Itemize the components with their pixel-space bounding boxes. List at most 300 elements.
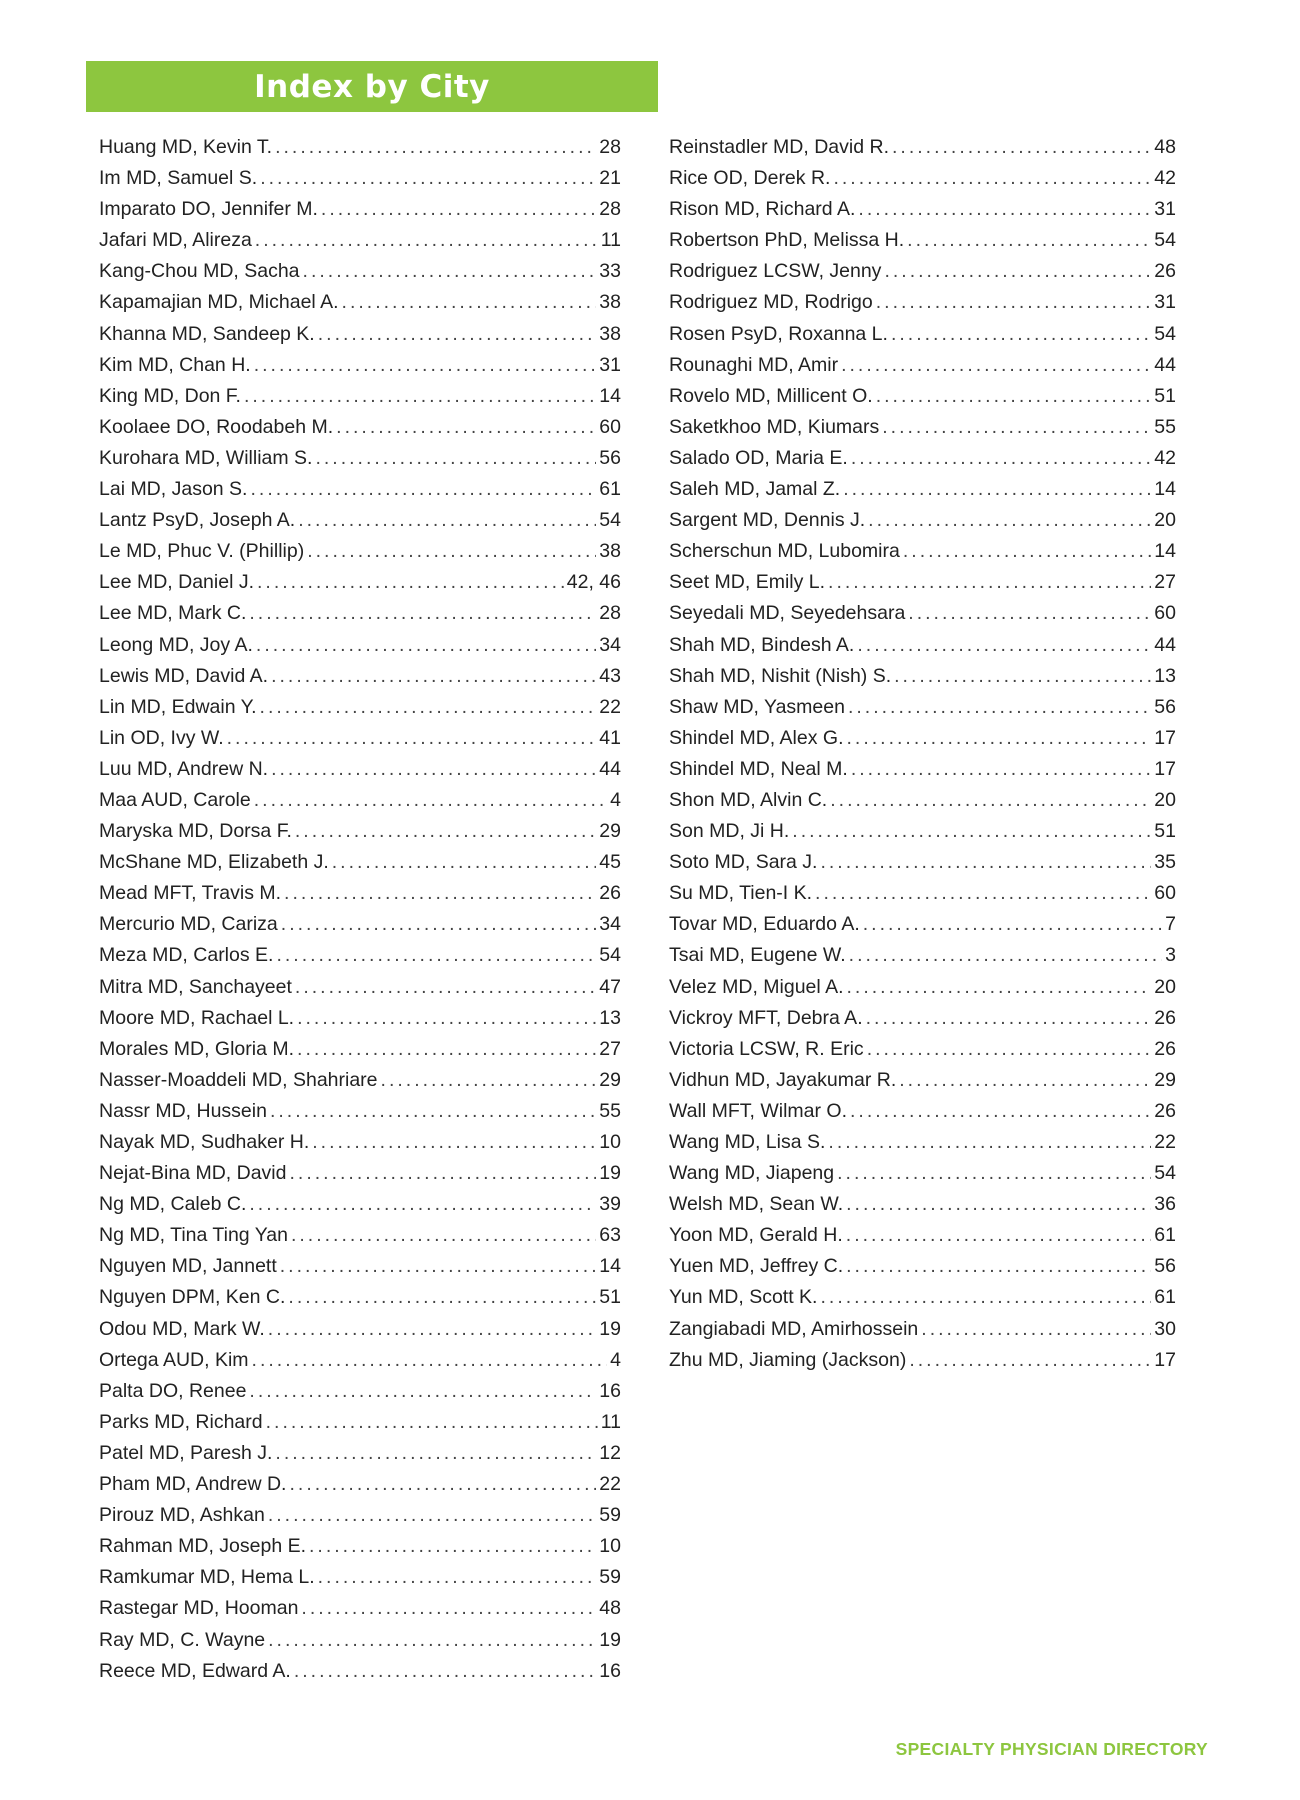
index-entry — [669, 1034, 1176, 1065]
index-entry — [669, 630, 1176, 661]
physician-name: Pirouz MD, Ashkan — [99, 1504, 265, 1527]
index-entry — [99, 1376, 621, 1407]
physician-name: Nassr MD, Hussein — [99, 1099, 267, 1122]
physician-name: Ray MD, C. Wayne — [99, 1628, 266, 1651]
dot-leader — [255, 225, 598, 256]
dot-leader — [908, 598, 1151, 629]
dot-leader — [301, 1593, 596, 1624]
index-entry — [99, 816, 621, 847]
index-entry — [669, 443, 1176, 474]
index-entry — [669, 256, 1176, 287]
dot-leader — [249, 598, 596, 629]
index-entry — [669, 132, 1176, 163]
physician-name: Reece MD, Edward A. — [99, 1659, 291, 1682]
page-number: 26 — [1154, 1006, 1176, 1029]
physician-name: Kang-Chou MD, Sacha — [99, 260, 300, 283]
physician-name: Huang MD, Kevin T. — [99, 136, 273, 158]
page-number: 28 — [599, 198, 621, 221]
page-number: 22 — [599, 695, 621, 718]
physician-name: Koolaee DO, Roodabeh M. — [99, 415, 334, 438]
physician-name: Palta DO, Renee — [99, 1379, 247, 1402]
physician-name: Shah MD, Nishit (Nish) S. — [669, 664, 892, 687]
page-number: 21 — [599, 167, 621, 190]
physician-name: Mitra MD, Sanchayeet — [99, 975, 292, 998]
physician-name: Saleh MD, Jamal Z. — [669, 478, 841, 501]
index-column-right — [669, 132, 1176, 1376]
physician-name: Rosen PsyD, Roxanna L. — [669, 322, 888, 345]
index-entry — [669, 723, 1176, 754]
dot-leader — [837, 1158, 1151, 1189]
dot-leader — [866, 1003, 1152, 1034]
physician-name: Sargent MD, Dennis J. — [669, 509, 866, 532]
dot-leader — [294, 1656, 596, 1687]
dot-leader — [289, 1158, 596, 1189]
index-entry — [99, 163, 621, 194]
index-entry — [99, 1158, 621, 1189]
page-number: 7 — [1165, 913, 1176, 936]
page-number: 19 — [599, 1628, 621, 1651]
physician-name: Rice OD, Derek R. — [669, 167, 831, 190]
page-number: 48 — [599, 1597, 621, 1620]
page-number: 34 — [599, 633, 621, 656]
index-entry — [669, 1220, 1176, 1251]
dot-leader — [297, 1003, 596, 1034]
index-entry — [99, 909, 621, 940]
dot-leader — [312, 1127, 596, 1158]
index-entry — [99, 1345, 621, 1376]
index-entry — [669, 225, 1176, 256]
index-entry — [669, 287, 1176, 318]
index-column-left — [99, 132, 621, 1687]
dot-leader — [894, 661, 1151, 692]
dot-leader — [846, 1189, 1151, 1220]
page-number: 11 — [600, 229, 621, 252]
dot-leader — [275, 1438, 596, 1469]
page-number: 14 — [599, 384, 621, 407]
physician-name: Meza MD, Carlos E. — [99, 944, 274, 967]
index-entry — [669, 847, 1176, 878]
page-number: 54 — [599, 944, 621, 967]
index-entry — [99, 225, 621, 256]
dot-leader — [260, 692, 597, 723]
page-number: 55 — [1154, 415, 1176, 438]
dot-leader — [268, 1314, 597, 1345]
dot-leader — [820, 847, 1151, 878]
index-entry — [669, 972, 1176, 1003]
page-number: 14 — [1154, 540, 1176, 563]
physician-name: Kapamajian MD, Michael A. — [99, 291, 339, 314]
physician-name: Kurohara MD, William S. — [99, 446, 313, 469]
dot-leader — [857, 630, 1151, 661]
dot-leader — [882, 412, 1151, 443]
index-entry — [669, 381, 1176, 412]
page-number: 28 — [599, 136, 621, 158]
dot-leader — [276, 940, 596, 971]
page-number: 55 — [599, 1099, 621, 1122]
dot-leader — [876, 287, 1152, 318]
dot-leader — [250, 474, 596, 505]
dot-leader — [892, 132, 1151, 163]
page-number: 29 — [599, 1068, 621, 1091]
physician-name: Nguyen MD, Jannett — [99, 1255, 277, 1278]
index-entry — [669, 878, 1176, 909]
dot-leader — [256, 630, 596, 661]
index-entry — [669, 1065, 1176, 1096]
index-entry — [99, 567, 621, 598]
physician-name: Rodriguez MD, Rodrigo — [669, 291, 873, 314]
dot-leader — [815, 878, 1151, 909]
page-number: 51 — [1154, 384, 1176, 407]
physician-name: Leong MD, Joy A. — [99, 633, 253, 656]
dot-leader — [307, 536, 596, 567]
dot-leader — [381, 1065, 597, 1096]
page-number: 14 — [1154, 478, 1176, 501]
dot-leader — [846, 1220, 1152, 1251]
page-number: 38 — [599, 322, 621, 345]
index-entry — [99, 319, 621, 350]
dot-leader — [249, 1189, 596, 1220]
dot-leader — [254, 785, 607, 816]
physician-name: Khanna MD, Sandeep K. — [99, 322, 315, 345]
page-number: 19 — [599, 1162, 621, 1185]
physician-name: Le MD, Phuc V. (Phillip) — [99, 540, 305, 563]
page-number: 31 — [1154, 198, 1176, 221]
index-entry — [99, 1034, 621, 1065]
dot-leader — [921, 1314, 1151, 1345]
index-entry — [669, 816, 1176, 847]
physician-name: Reinstadler MD, David R. — [669, 136, 889, 158]
index-entry — [669, 319, 1176, 350]
dot-leader — [252, 1345, 608, 1376]
index-entry — [99, 1593, 621, 1624]
index-entry — [669, 1003, 1176, 1034]
dot-leader — [297, 1034, 596, 1065]
page-number: 48 — [1154, 136, 1176, 158]
physician-name: Wall MFT, Wilmar O. — [669, 1099, 848, 1122]
dot-leader — [830, 785, 1151, 816]
dot-leader — [280, 1251, 597, 1282]
dot-leader — [288, 1282, 596, 1313]
index-entry — [99, 1469, 621, 1500]
index-entry — [99, 1065, 621, 1096]
dot-leader — [266, 1407, 598, 1438]
dot-leader — [289, 1469, 596, 1500]
page-number: 20 — [1154, 788, 1176, 811]
physician-name: Vidhun MD, Jayakumar R. — [669, 1068, 897, 1091]
index-entry — [99, 1282, 621, 1313]
physician-name: Lewis MD, David A. — [99, 664, 269, 687]
page-number: 26 — [599, 882, 621, 905]
page-number: 22 — [599, 1473, 621, 1496]
page-number: 29 — [599, 820, 621, 843]
physician-name: Lee MD, Mark C. — [99, 602, 247, 625]
physician-name: Nayak MD, Sudhaker H. — [99, 1131, 310, 1153]
dot-leader — [820, 1282, 1151, 1313]
dot-leader — [833, 163, 1151, 194]
physician-name: Maa AUD, Carole — [99, 788, 251, 811]
index-entry — [669, 1127, 1176, 1158]
index-entry — [99, 785, 621, 816]
page-number: 61 — [599, 478, 621, 501]
physician-name: Kim MD, Chan H. — [99, 353, 251, 376]
dot-leader — [828, 1127, 1151, 1158]
index-entry — [99, 381, 621, 412]
physician-name: Rounaghi MD, Amir — [669, 353, 839, 376]
page-number: 51 — [1154, 820, 1176, 843]
page-number: 44 — [1154, 353, 1176, 376]
physician-name: Maryska MD, Dorsa F. — [99, 820, 292, 843]
physician-name: Odou MD, Mark W. — [99, 1317, 265, 1340]
page-number: 33 — [599, 260, 621, 283]
page-number: 14 — [599, 1255, 621, 1278]
page-number: 59 — [599, 1504, 621, 1527]
index-entry — [669, 909, 1176, 940]
index-entry — [669, 785, 1176, 816]
page-number: 60 — [1154, 602, 1176, 625]
dot-leader — [851, 443, 1151, 474]
page-number: 59 — [599, 1566, 621, 1589]
dot-leader — [281, 909, 597, 940]
page-number: 26 — [1154, 1037, 1176, 1060]
page-number: 61 — [1154, 1224, 1176, 1247]
index-entry — [669, 474, 1176, 505]
page-number: 38 — [599, 291, 621, 314]
dot-leader — [295, 972, 596, 1003]
index-entry — [669, 754, 1176, 785]
physician-name: Wang MD, Jiapeng — [669, 1162, 835, 1185]
dot-leader — [884, 256, 1151, 287]
page-number: 54 — [599, 509, 621, 532]
dot-leader — [254, 350, 597, 381]
index-entry — [669, 163, 1176, 194]
dot-leader — [309, 1531, 596, 1562]
physician-name: McShane MD, Elizabeth J. — [99, 851, 329, 874]
physician-name: Son MD, Ji H. — [669, 820, 790, 843]
page-number: 45 — [599, 851, 621, 874]
page-number: 35 — [1154, 851, 1176, 874]
physician-name: Robertson PhD, Melissa H. — [669, 229, 905, 252]
physician-name: Im MD, Samuel S. — [99, 167, 258, 190]
page-number: 4 — [610, 788, 621, 811]
page-number: 47 — [599, 975, 621, 998]
page-number: 60 — [1154, 882, 1176, 905]
physician-name: Yun MD, Scott K. — [669, 1286, 818, 1309]
dot-leader — [332, 847, 597, 878]
physician-name: Su MD, Tien-I K. — [669, 882, 813, 905]
page-number: 16 — [599, 1659, 621, 1682]
page-number: 36 — [1154, 1193, 1176, 1216]
physician-name: Scherschun MD, Lubomira — [669, 540, 900, 563]
index-entry — [669, 505, 1176, 536]
index-entry — [669, 194, 1176, 225]
physician-name: Nejat-Bina MD, David — [99, 1162, 287, 1185]
physician-name: Lin OD, Ivy W. — [99, 726, 224, 749]
dot-leader — [792, 816, 1151, 847]
dot-leader — [227, 723, 597, 754]
index-entry — [99, 1531, 621, 1562]
page-number: 63 — [599, 1224, 621, 1247]
physician-name: Seyedali MD, Seyedehsara — [669, 602, 906, 625]
index-entry — [669, 598, 1176, 629]
dot-leader — [876, 381, 1152, 412]
physician-name: Velez MD, Miguel A. — [669, 975, 844, 998]
dot-leader — [828, 567, 1151, 598]
physician-name: Shah MD, Bindesh A. — [669, 633, 855, 656]
page-number: 56 — [1154, 695, 1176, 718]
dot-leader — [848, 692, 1151, 723]
page-number: 26 — [1154, 1099, 1176, 1122]
page-number: 54 — [1154, 229, 1176, 252]
page-number: 29 — [1154, 1068, 1176, 1091]
index-entry — [99, 847, 621, 878]
physician-name: Shon MD, Alvin C. — [669, 788, 828, 811]
page-number: 42 — [1154, 446, 1176, 469]
dot-leader — [298, 505, 596, 536]
index-entry — [669, 1158, 1176, 1189]
physician-name: Morales MD, Gloria M. — [99, 1037, 295, 1060]
page-number: 26 — [1154, 260, 1176, 283]
page-number: 56 — [1154, 1255, 1176, 1278]
physician-name: Rison MD, Richard A. — [669, 198, 856, 221]
physician-name: Victoria LCSW, R. Eric — [669, 1037, 864, 1060]
page-number: 44 — [599, 757, 621, 780]
page-number: 44 — [1154, 633, 1176, 656]
directory-footer: SPECIALTY PHYSICIAN DIRECTORY — [895, 1739, 1208, 1759]
index-entry — [669, 350, 1176, 381]
index-entry — [99, 1189, 621, 1220]
page-number: 42 — [1154, 167, 1176, 190]
dot-leader — [843, 474, 1151, 505]
index-entry — [99, 692, 621, 723]
physician-name: Rahman MD, Joseph E. — [99, 1535, 307, 1558]
dot-leader — [275, 132, 596, 163]
page-number: 17 — [1154, 726, 1176, 749]
index-entry — [99, 940, 621, 971]
dot-leader — [850, 1096, 1151, 1127]
dot-leader — [268, 1625, 596, 1656]
dot-leader — [899, 1065, 1151, 1096]
physician-name: Tsai MD, Eugene W. — [669, 944, 846, 967]
page-number: 10 — [599, 1535, 621, 1558]
dot-leader — [244, 381, 596, 412]
index-entry — [99, 972, 621, 1003]
physician-name: Shindel MD, Neal M. — [669, 757, 848, 780]
index-entry — [99, 723, 621, 754]
dot-leader — [268, 1500, 596, 1531]
physician-name: Parks MD, Richard — [99, 1410, 263, 1433]
physician-name: Rastegar MD, Hooman — [99, 1597, 299, 1620]
dot-leader — [260, 163, 596, 194]
dot-leader — [907, 225, 1151, 256]
page-number: 34 — [599, 913, 621, 936]
page-number: 28 — [599, 602, 621, 625]
index-entry — [99, 661, 621, 692]
page-number: 13 — [1154, 664, 1176, 687]
page-number: 42, 46 — [566, 571, 621, 594]
index-entry — [669, 940, 1176, 971]
dot-leader — [257, 567, 564, 598]
index-entry — [669, 412, 1176, 443]
physician-name: Patel MD, Paresh J. — [99, 1441, 273, 1464]
page-number: 17 — [1154, 1348, 1176, 1371]
physician-name: Ramkumar MD, Hema L. — [99, 1566, 315, 1589]
index-entry — [669, 1251, 1176, 1282]
index-entry — [99, 1003, 621, 1034]
page-number: 20 — [1154, 509, 1176, 532]
physician-name: Nasser-Moaddeli MD, Shahriare — [99, 1068, 378, 1091]
index-entry — [99, 536, 621, 567]
dot-leader — [303, 256, 597, 287]
physician-name: Luu MD, Andrew N. — [99, 757, 269, 780]
dot-leader — [270, 1096, 596, 1127]
physician-name: Rodriguez LCSW, Jenny — [669, 260, 882, 283]
dot-leader — [318, 1562, 597, 1593]
physician-name: Ortega AUD, Kim — [99, 1348, 249, 1371]
page-number: 31 — [599, 353, 621, 376]
page-number: 27 — [599, 1037, 621, 1060]
dot-leader — [249, 1376, 596, 1407]
index-entry — [99, 443, 621, 474]
physician-name: Moore MD, Rachael L. — [99, 1006, 295, 1029]
physician-name: Jafari MD, Alireza — [99, 229, 252, 252]
page-number: 20 — [1154, 975, 1176, 998]
index-entry — [99, 474, 621, 505]
page-number: 39 — [599, 1193, 621, 1216]
page-number: 60 — [599, 415, 621, 438]
physician-name: Wang MD, Lisa S. — [669, 1131, 826, 1153]
index-entry — [669, 692, 1176, 723]
index-entry — [99, 194, 621, 225]
physician-name: Nguyen DPM, Ken C. — [99, 1286, 286, 1309]
page-number: 30 — [1154, 1317, 1176, 1340]
dot-leader — [315, 443, 596, 474]
page-number: 54 — [1154, 1162, 1176, 1185]
index-entry — [99, 1314, 621, 1345]
dot-leader — [271, 754, 596, 785]
physician-name: Lin MD, Edwain Y. — [99, 695, 257, 718]
page-number: 43 — [599, 664, 621, 687]
dot-leader — [846, 1251, 1151, 1282]
index-entry — [669, 1345, 1176, 1376]
index-entry — [99, 350, 621, 381]
physician-name: King MD, Don F. — [99, 384, 241, 407]
index-entry — [99, 1625, 621, 1656]
physician-name: Rovelo MD, Millicent O. — [669, 384, 873, 407]
page-number: 61 — [1154, 1286, 1176, 1309]
physician-name: Shindel MD, Alex G. — [669, 726, 844, 749]
index-entry — [99, 1656, 621, 1687]
dot-leader — [867, 1034, 1152, 1065]
page-number: 41 — [599, 726, 621, 749]
physician-name: Salado OD, Maria E. — [669, 446, 848, 469]
index-entry — [669, 1189, 1176, 1220]
physician-name: Pham MD, Andrew D. — [99, 1473, 287, 1496]
index-entry — [99, 132, 621, 163]
dot-leader — [295, 816, 596, 847]
index-entry — [669, 661, 1176, 692]
physician-name: Shaw MD, Yasmeen — [669, 695, 845, 718]
page-number: 16 — [599, 1379, 621, 1402]
index-entry — [99, 1251, 621, 1282]
dot-leader — [847, 972, 1152, 1003]
index-entry — [99, 1407, 621, 1438]
dot-leader — [851, 754, 1151, 785]
index-entry — [99, 878, 621, 909]
physician-name: Lai MD, Jason S. — [99, 478, 248, 501]
physician-name: Mead MFT, Travis M. — [99, 882, 282, 905]
page-number: 56 — [599, 446, 621, 469]
index-entry — [99, 598, 621, 629]
